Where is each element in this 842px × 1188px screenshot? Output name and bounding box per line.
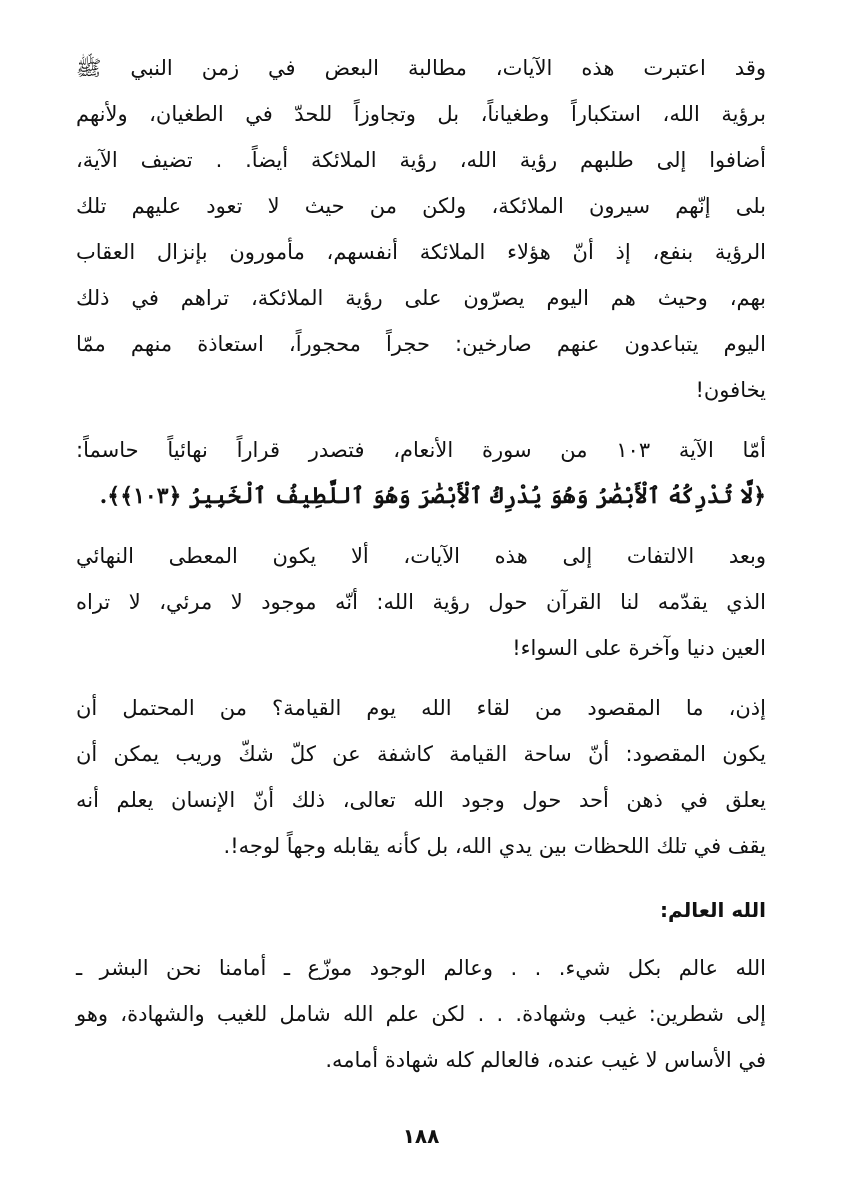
text-line: الله عالم بكل شيء. . . وعالم الوجود موزّع ـ أمامنا نحن البشر ـ: [76, 956, 766, 980]
page-body: [76, 52, 766, 1090]
paragraph-3: [76, 540, 766, 678]
text-line: إذن، ما المقصود من لقاء الله يوم القيامة؟ من المحتمل أن: [76, 696, 766, 720]
text-line: العين دنيا وآخرة على السواء!: [512, 636, 766, 660]
text-line: في الأساس لا غيب عنده، فالعالم كله شهادة أمامه.: [325, 1048, 766, 1072]
text-line: بهم، وحيث هم اليوم يصرّون على رؤية الملائكة، تراهم في ذلك: [76, 286, 766, 310]
quran-verse: ﴿لَّا تُدْرِكُهُ ٱلْأَبْصَٰرُ وَهُوَ يُدْرِكُ ٱلْأَبْصَٰرَ وَهُوَ ٱللَّطِيفُ ٱلْخَبِيرُ ﴿١٠٣﴾﴾.: [99, 483, 766, 509]
paragraph-4: [76, 692, 766, 876]
text-line: يعلق في ذهن أحد حول وجود الله تعالى، ذلك أنّ الإنسان يعلم أنه: [76, 788, 766, 812]
paragraph-5: [76, 952, 766, 1090]
text-line: وقد اعتبرت هذه الآيات، مطالبة البعض في زمن النبي ﷺ: [76, 56, 766, 80]
page-number: ١٨٨: [402, 1124, 440, 1148]
text-line: وبعد الالتفات إلى هذه الآيات، ألا يكون المعطى النهائي: [76, 544, 766, 568]
text-line: برؤية الله، استكباراً وطغياناً، بل وتجاوزاً للحدّ في الطغيان، ولأنهم: [76, 102, 766, 126]
text-line: يقف في تلك اللحظات بين يدي الله، بل كأنه يقابله وجهاً لوجه!.: [223, 834, 766, 858]
text-line: يكون المقصود: أنّ ساحة القيامة كاشفة عن كلّ شكّ وريب يمكن أن: [76, 742, 766, 766]
text-line: إلى شطرين: غيب وشهادة. . . لكن علم الله شامل للغيب والشهادة، وهو: [76, 1002, 766, 1026]
paragraph-2: [76, 434, 766, 526]
text-line: اليوم يتباعدون عنهم صارخين: حجراً محجوراً، استعاذة منهم ممّا: [76, 332, 766, 356]
text-line: يخافون!: [695, 378, 766, 402]
section-heading: الله العالم:: [660, 898, 766, 922]
paragraph-1: [76, 52, 766, 420]
text-line: أضافوا إلى طلبهم رؤية الله، رؤية الملائكة أيضاً. . تضيف الآية،: [76, 148, 766, 172]
text-line: أمّا الآية ١٠٣ من سورة الأنعام، فتصدر قراراً نهائياً حاسماً:: [76, 438, 767, 462]
text-line: الذي يقدّمه لنا القرآن حول رؤية الله: أنّه موجود لا مرئي، لا تراه: [76, 590, 766, 614]
text-line: الرؤية بنفع، إذ أنّ هؤلاء الملائكة أنفسهم، مأمورون بإنزال العقاب: [76, 240, 766, 264]
text-line: بلى إنّهم سيرون الملائكة، ولكن من حيث لا تعود عليهم تلك: [76, 194, 766, 218]
